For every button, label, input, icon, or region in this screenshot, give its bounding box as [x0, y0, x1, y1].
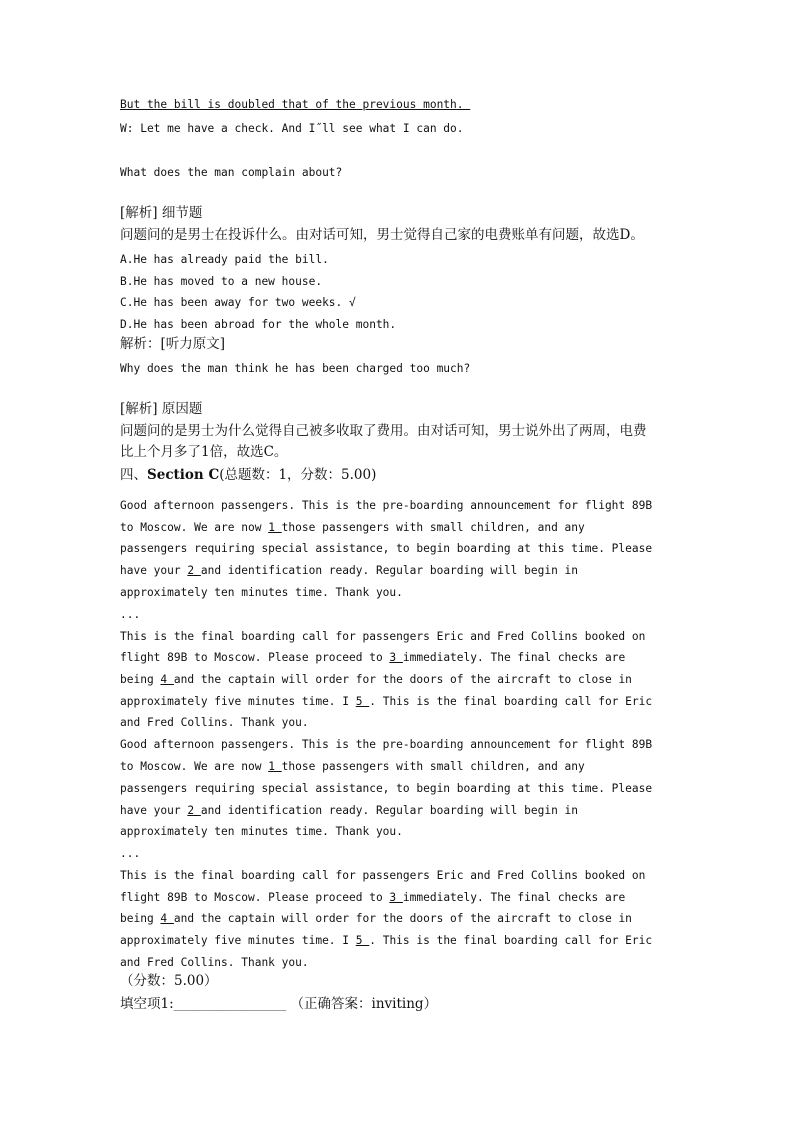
option-a: A.He has already paid the bill.: [120, 253, 329, 266]
passage-line: passengers requiring special assistance, to begin boarding at this time. Please: [120, 542, 653, 555]
passage-line: Good afternoon passengers. This is the pre-boarding announcement for flight 89B: [120, 738, 653, 751]
passage-line: being 4 and the captain will order for the doors of the aircraft to close in: [120, 673, 632, 686]
fill-item: [120, 996, 437, 1013]
blank-1: 1: [268, 521, 282, 534]
analysis-heading: [解析] 原因题: [120, 401, 203, 417]
passage-line: Good afternoon passengers. This is the pre-boarding announcement for flight 89B: [120, 499, 653, 512]
passage-line: approximately ten minutes time. Thank you.: [120, 825, 403, 838]
passage-line: being 4 and the captain will order for the doors of the aircraft to close in: [120, 912, 632, 925]
passage-line: approximately five minutes time. I 5 . This is the final boarding call for Eric: [120, 695, 653, 708]
blank-1: 1: [268, 760, 282, 773]
fill-label: 填空项1:: [120, 996, 174, 1012]
blank-3: 3: [389, 891, 403, 904]
transcript-line: But the bill is doubled that of the previous month.: [120, 98, 471, 111]
passage-line: have your 2 and identification ready. Regular boarding will begin in: [120, 564, 579, 577]
option-c: C.He has been away for two weeks. √: [120, 296, 356, 309]
passage-line: flight 89B to Moscow. Please proceed to 3 immediately. The final checks are: [120, 891, 626, 904]
question-line: Why does the man think he has been charged too much?: [120, 362, 471, 375]
question-line: What does the man complain about?: [120, 166, 343, 179]
option-d: D.He has been abroad for the whole month.: [120, 318, 397, 331]
passage-line: This is the final boarding call for passengers Eric and Fred Collins booked on: [120, 869, 646, 882]
blank-5: 5: [355, 934, 370, 947]
blank-2: 2: [187, 564, 201, 577]
passage-line: flight 89B to Moscow. Please proceed to 3 immediately. The final checks are: [120, 651, 626, 664]
blank-3: 3: [389, 651, 403, 664]
correct-answer: （正确答案：inviting）: [290, 996, 438, 1012]
section-heading: 四、Section C(总题数：1，分数：5.00): [120, 467, 377, 483]
passage-line: and Fred Collins. Thank you.: [120, 716, 309, 729]
passage-line: to Moscow. We are now 1 those passengers with small children, and any: [120, 521, 585, 534]
option-b: B.He has moved to a new house.: [120, 275, 323, 288]
score-label: （分数：5.00）: [120, 973, 218, 989]
analysis-text: 问题问的是男士在投诉什么。由对话可知，男士觉得自己家的电费账单有问题，故选D。: [120, 227, 644, 243]
passage-line: to Moscow. We are now 1 those passengers with small children, and any: [120, 760, 585, 773]
analysis-text: 问题问的是男士为什么觉得自己被多收取了费用。由对话可知，男士说外出了两周，电费: [120, 423, 647, 439]
blank-2: 2: [187, 804, 201, 817]
analysis-heading: 解析：[听力原文]: [120, 336, 226, 352]
analysis-text: 比上个月多了1倍，故选C。: [120, 444, 288, 460]
passage-line: passengers requiring special assistance, to begin boarding at this time. Please: [120, 782, 653, 795]
ellipsis: ...: [120, 608, 141, 621]
fill-blank-line: _________________: [173, 998, 287, 1011]
analysis-heading: [解析] 细节题: [120, 205, 203, 221]
transcript-line: W: Let me have a check. And I˝ll see what I can do.: [120, 122, 464, 135]
passage-line: approximately five minutes time. I 5 . This is the final boarding call for Eric: [120, 934, 653, 947]
blank-5: 5: [355, 695, 370, 708]
blank-4: 4: [160, 912, 174, 925]
passage-line: This is the final boarding call for passengers Eric and Fred Collins booked on: [120, 630, 646, 643]
blank-4: 4: [160, 673, 174, 686]
section-title: Section C: [147, 467, 220, 483]
passage-line: have your 2 and identification ready. Regular boarding will begin in: [120, 804, 579, 817]
ellipsis: ...: [120, 847, 141, 860]
passage-line: approximately ten minutes time. Thank you.: [120, 586, 403, 599]
passage-line: and Fred Collins. Thank you.: [120, 956, 309, 969]
